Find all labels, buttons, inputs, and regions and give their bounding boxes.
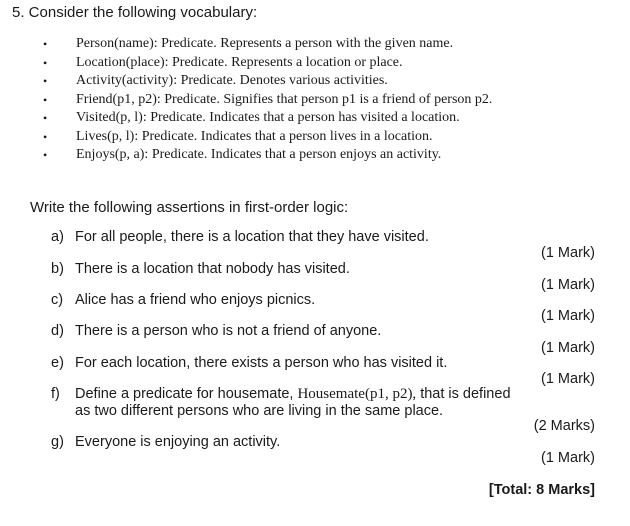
marks-label: (1 Mark) (541, 277, 595, 293)
assertion-text: For each location, there exists a person who has visited it. (75, 355, 448, 371)
bullet: • (43, 37, 48, 51)
marks-label: (1 Mark) (541, 308, 595, 324)
assertion-letter: g) (51, 434, 64, 450)
question-title: 5. Consider the following vocabulary: (12, 4, 258, 21)
assertion-text: There is a location that nobody has visited. (75, 261, 350, 277)
assertion-text: There is a person who is not a friend of anyone. (75, 323, 382, 339)
assertion-letter: f) (51, 386, 60, 402)
assertion-text-after: that is defined (420, 386, 511, 402)
total-marks: [Total: 8 Marks] (488, 482, 595, 498)
assertion-text-before: Define a predicate for housemate, (75, 386, 294, 402)
marks-label: (1 Mark) (541, 245, 595, 261)
assertion-text-line2: as two different persons who are living in the same place. (75, 403, 444, 419)
bullet: • (43, 93, 48, 107)
bullet: • (43, 148, 48, 162)
bullet: • (43, 111, 48, 125)
marks-label: (1 Mark) (541, 371, 595, 387)
housemate-predicate: Housemate(p1, p2), (297, 386, 417, 402)
assertion-letter: c) (51, 292, 64, 308)
vocab-text: Visited(p, l): Predicate. Indicates that a person has visited a location. (76, 110, 460, 125)
vocab-text: Activity(activity): Predicate. Denotes various activities. (76, 73, 388, 88)
assertion-letter: e) (51, 355, 64, 371)
marks-label: (1 Mark) (541, 450, 595, 466)
vocab-text: Enjoys(p, a): Predicate. Indicates that a person enjoys an activity. (76, 147, 442, 162)
vocab-text: Location(place): Predicate. Represents a location or place. (76, 55, 403, 70)
bullet: • (43, 56, 48, 70)
assertion-text: For all people, there is a location that they have visited. (75, 229, 429, 245)
vocab-text: Lives(p, l): Predicate. Indicates that a person lives in a location. (76, 129, 433, 144)
assertion-text-line1 (75, 386, 511, 403)
bullet: • (43, 130, 48, 144)
assertion-letter: a) (51, 229, 64, 245)
bullet: • (43, 74, 48, 88)
assertion-letter: b) (51, 261, 64, 277)
marks-label: (2 Marks) (533, 418, 595, 434)
instruction: Write the following assertions in first-order logic: (30, 199, 349, 216)
vocab-text: Friend(p1, p2): Predicate. Signifies that person p1 is a friend of person p2. (76, 92, 493, 107)
marks-label: (1 Mark) (541, 340, 595, 356)
assertion-text: Everyone is enjoying an activity. (75, 434, 281, 450)
vocab-text: Person(name): Predicate. Represents a person with the given name. (76, 36, 454, 51)
assertion-letter: d) (51, 323, 64, 339)
assertion-text: Alice has a friend who enjoys picnics. (75, 292, 316, 308)
